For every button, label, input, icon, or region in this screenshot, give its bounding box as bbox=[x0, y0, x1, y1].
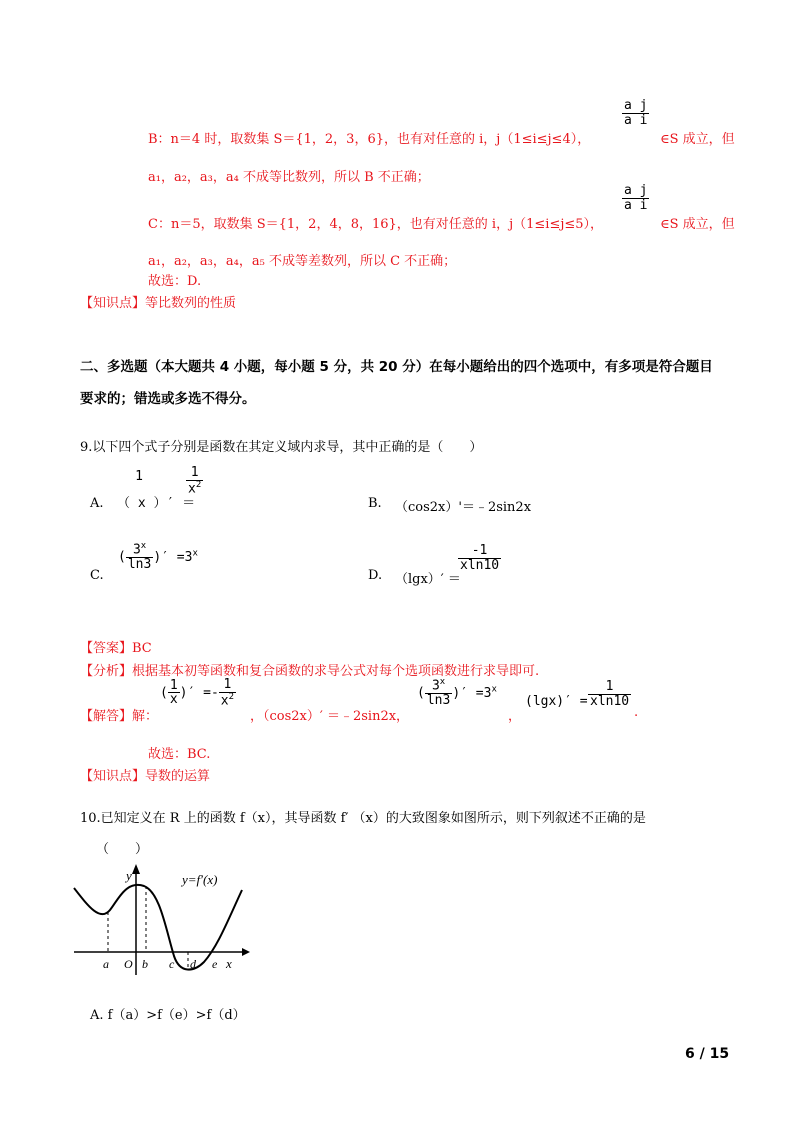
q10-paren: （ ） bbox=[96, 842, 149, 857]
q9-option-d-label: D. bbox=[368, 568, 383, 583]
q9-answer: 【答案】BC bbox=[80, 641, 152, 656]
graph-title: y=f′(x) bbox=[182, 872, 218, 887]
q9-option-a-rhs: $\frac{1}{x^2}$ bbox=[188, 465, 202, 496]
solution-line-c2: a₁，a₂，a₃，a₄，a₅ 不成等差数列，所以 C 不正确； bbox=[148, 254, 457, 269]
x-axis-label: x bbox=[226, 956, 232, 971]
solution-tail-b1: ∈S 成立，但 bbox=[660, 132, 735, 147]
solution-answer: 故选：D. bbox=[148, 274, 202, 289]
y-axis-label: y bbox=[126, 868, 132, 883]
q9-solution-lg: (lgx)′ = bbox=[525, 694, 588, 709]
x-axis-arrow bbox=[242, 948, 250, 956]
q9-option-b-text: （cos2x）'＝﹣2sin2x bbox=[395, 500, 532, 515]
solution-line-c1: C：n＝5，取数集 S＝{1，2，4，8，16}，也有对任意的 i，j（1≤i≤j≤5）， bbox=[148, 217, 604, 232]
derivative-graph bbox=[70, 860, 250, 980]
q9-solution-period: . bbox=[634, 705, 639, 720]
solution-line-b2: a₁，a₂，a₃，a₄ 不成等比数列，所以 B 不正确； bbox=[148, 170, 430, 185]
q9-solution-comma: ， bbox=[508, 709, 522, 724]
solution-tail-c1: ∈S 成立，但 bbox=[660, 217, 735, 232]
q9-stem: 9.以下四个式子分别是函数在其定义域内求导，其中正确的是（ ） bbox=[80, 440, 483, 455]
pt-a: a bbox=[103, 957, 109, 971]
q9-option-c-expr: ( $\frac{3^x}{\ln 3}$ )′ $=3^x$ bbox=[118, 541, 198, 572]
q9-solution-mid: ，（cos2x）′ ＝﹣2sin2x， bbox=[250, 709, 410, 724]
q9-option-d-frac: $\frac{-1}{xln10}$ bbox=[460, 543, 500, 573]
q9-solution-expr-1: ( $\frac{1}{x}$ )′ =- $\frac{1}{x^2}$ bbox=[160, 677, 235, 708]
q9-option-a-label: A. bbox=[90, 496, 104, 511]
pt-d: d bbox=[190, 957, 196, 971]
fraction-aj-ai-2: $\frac{\text{a j}}{\text{a i}}$ bbox=[624, 183, 648, 213]
section-heading-line1: 二、多选题（本大题共 4 小题，每小题 5 分，共 20 分）在每小题给出的四个选项中，有多项是符合题目 bbox=[80, 359, 713, 375]
q9-solution-label: 【解答】解： bbox=[80, 709, 159, 724]
q10-stem: 10.已知定义在 R 上的函数 f（x），其导函数 f′ （x）的大致图象如图所示，则下列叙述不正确的是 bbox=[80, 811, 646, 826]
q9-option-d-text: （lgx）′ ＝ bbox=[395, 572, 461, 587]
pt-o: O bbox=[124, 957, 133, 971]
pt-e: e bbox=[212, 957, 218, 971]
knowledge-point-2: 【知识点】导数的运算 bbox=[80, 769, 211, 784]
q9-analysis: 【分析】根据基本初等函数和复合函数的求导公式对每个选项函数进行求导即可. bbox=[80, 664, 540, 679]
solution-line-b1: B：n＝4 时，取数集 S＝{1，2，3，6}，也有对任意的 i，j（1≤i≤j≤4）， bbox=[148, 132, 591, 147]
q9-option-a-frac: 1 bbox=[135, 469, 143, 484]
q10-option-a: A. f（a）>f（e）>f（d） bbox=[90, 1008, 246, 1023]
q9-option-b-label: B. bbox=[368, 496, 382, 511]
q9-option-a-expr: （ x ）′ ＝ bbox=[117, 496, 196, 511]
pt-b: b bbox=[142, 957, 148, 971]
q9-option-c-label: C. bbox=[90, 568, 104, 583]
pt-c: c bbox=[169, 957, 175, 971]
page-number: 6 / 15 bbox=[685, 1046, 730, 1062]
fraction-aj-ai-1: $\frac{\text{a j}}{\text{a i}}$ bbox=[624, 98, 648, 128]
q9-solution-expr-3: ( $\frac{3^x}{\ln 3}$ )′ $=3^x$ bbox=[417, 677, 497, 708]
knowledge-point-1: 【知识点】等比数列的性质 bbox=[80, 296, 237, 311]
section-heading-line2: 要求的；错选或多选不得分。 bbox=[80, 391, 256, 407]
y-axis-arrow bbox=[132, 864, 140, 874]
q9-solution-lg-frac: $\frac{1}{xln10}$ bbox=[590, 679, 630, 709]
q9-choose: 故选：BC. bbox=[148, 747, 211, 762]
